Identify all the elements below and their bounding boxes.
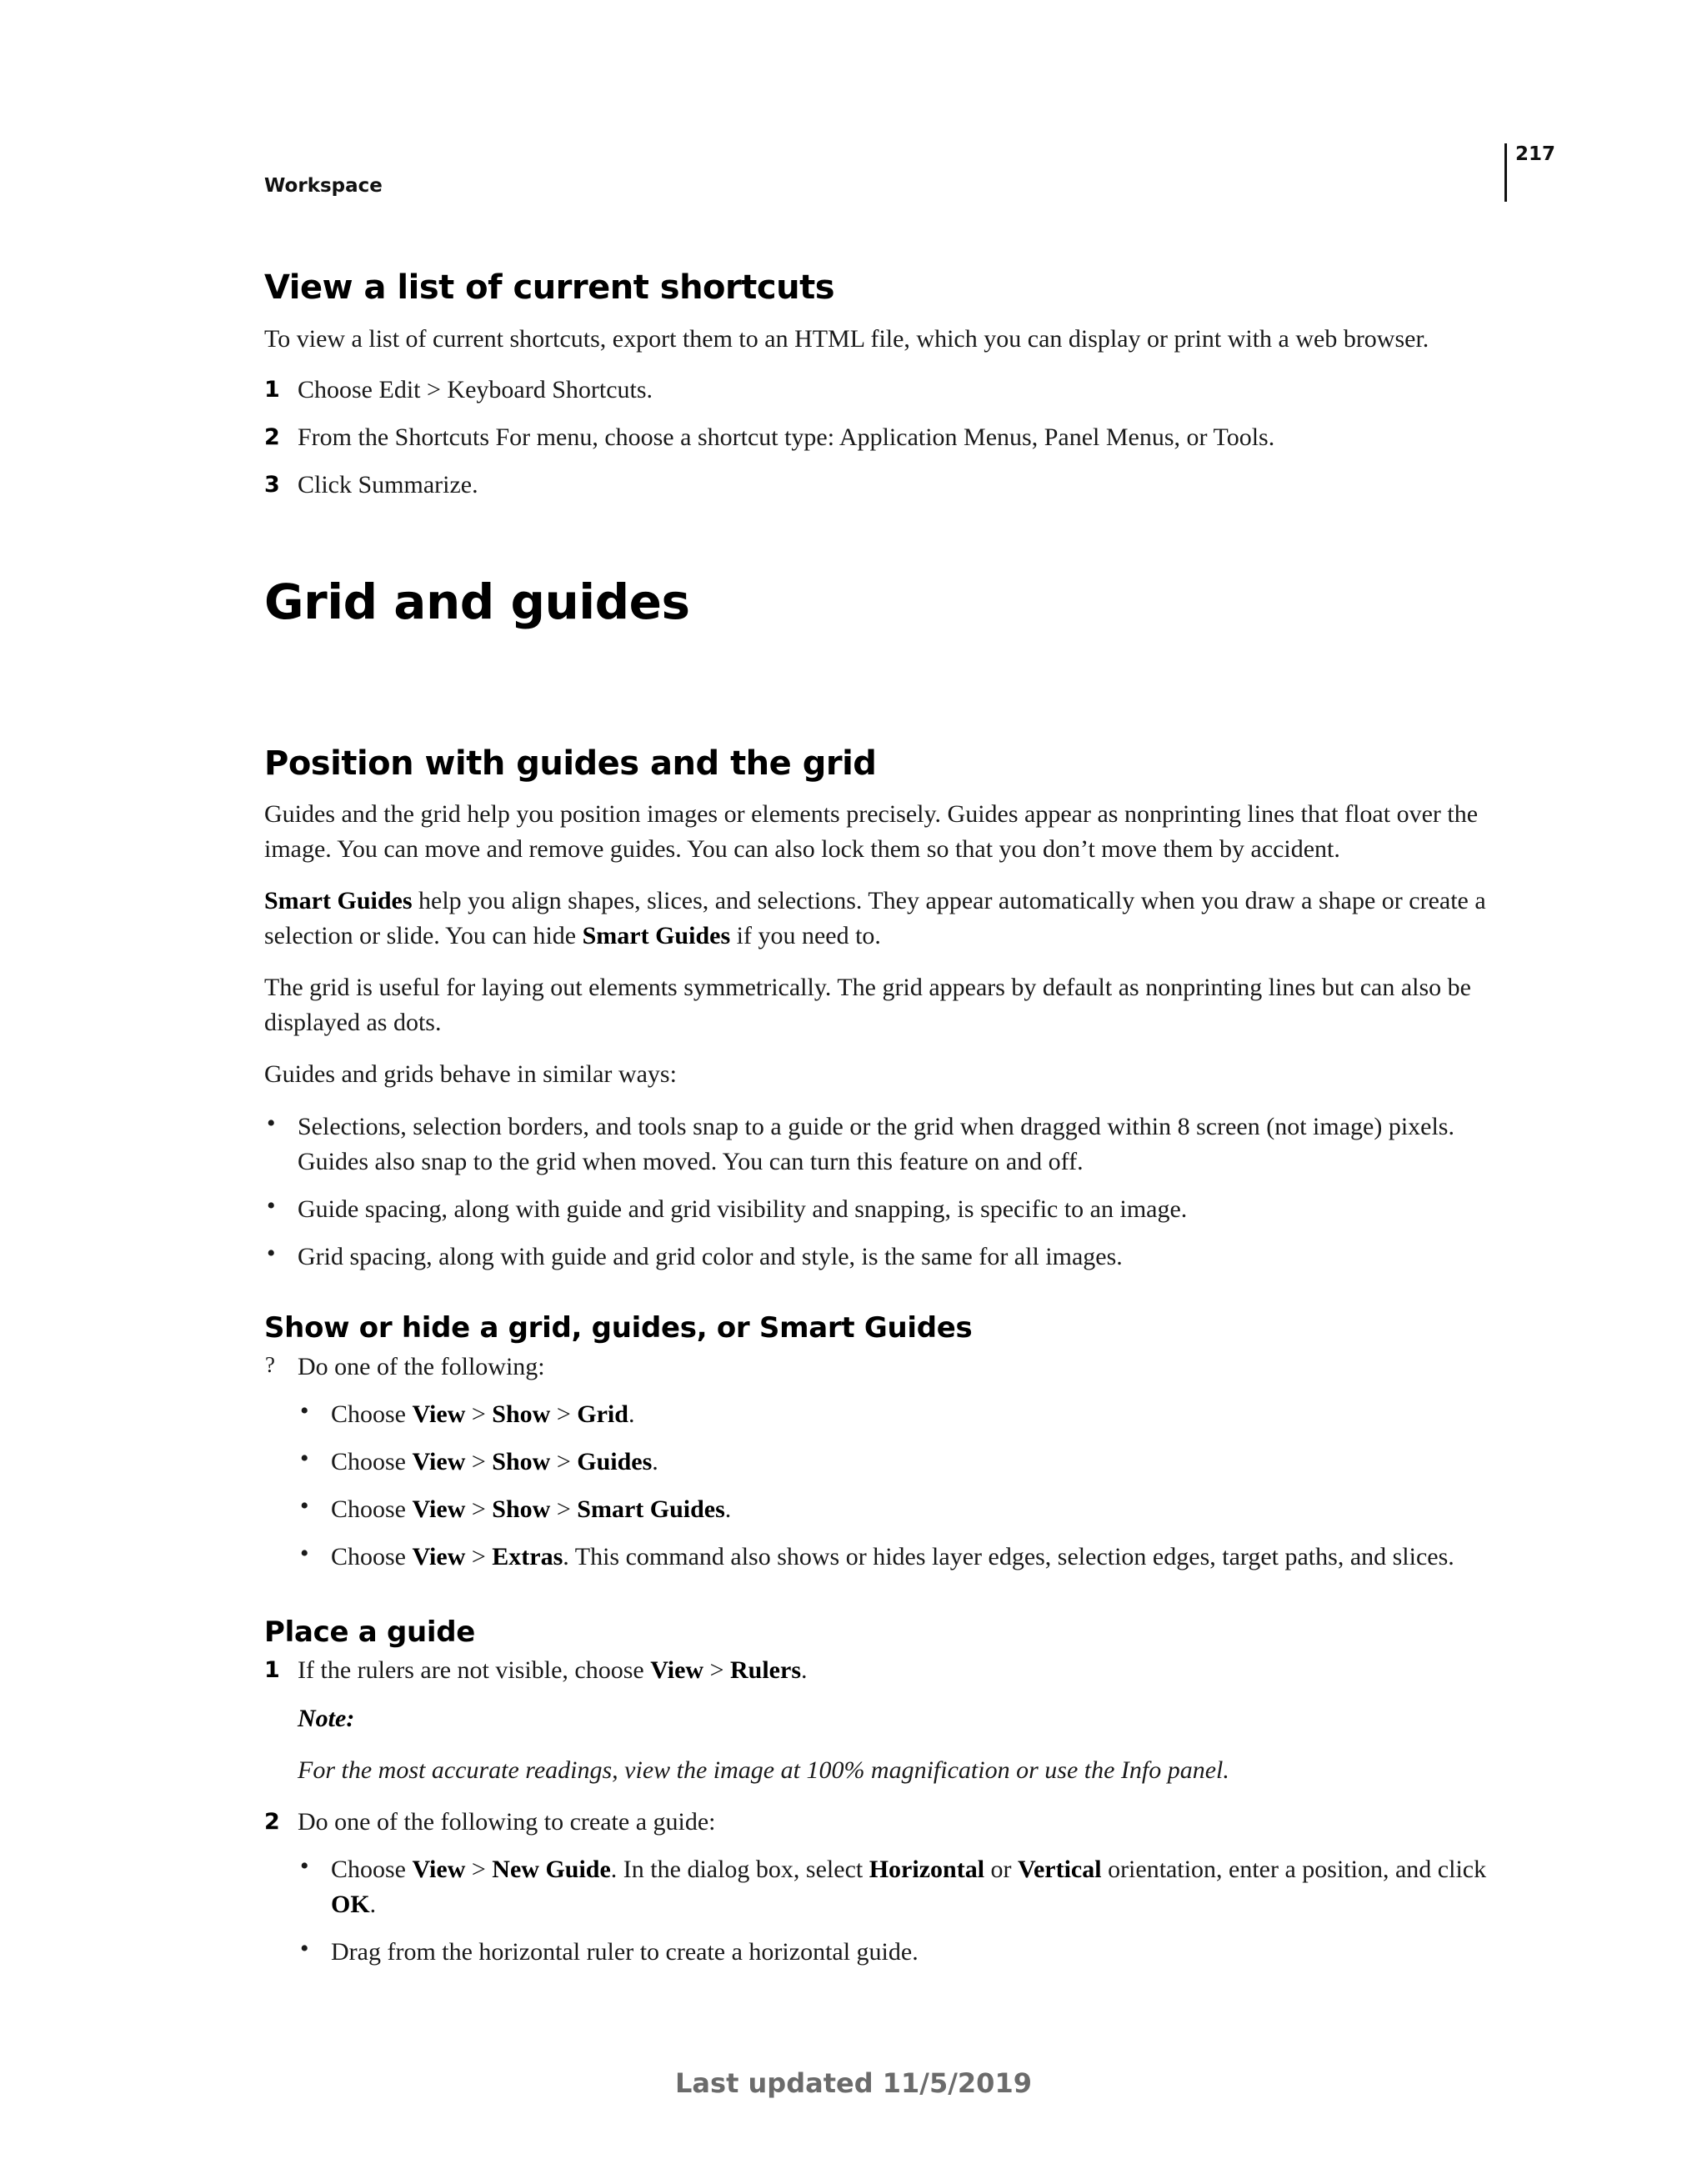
position-paragraph-3: The grid is useful for laying out elements symmetrically. The grid appears by default as nonprinting lines but can also be displayed as dots. — [264, 974, 1471, 1036]
text-run: > — [471, 1856, 486, 1883]
bullet-icon: • — [267, 1110, 276, 1137]
text-run: . — [724, 1495, 732, 1523]
bold-term: View — [412, 1400, 466, 1428]
running-head: Workspace — [264, 175, 383, 197]
text-run: Choose — [331, 1495, 406, 1523]
section-heading-show-hide: Show or hide a grid, guides, or Smart Guides — [264, 1311, 973, 1345]
bold-term: Grid — [577, 1400, 628, 1428]
bullet-icon: • — [300, 1445, 309, 1472]
text-run: > — [556, 1400, 571, 1428]
bold-term: View — [412, 1448, 466, 1475]
list-item: Guide spacing, along with guide and grid visibility and snapping, is specific to an image. — [298, 1195, 1188, 1223]
bold-term: View — [412, 1495, 466, 1523]
text-run: . — [369, 1891, 377, 1918]
text-run: . In the dialog box, select — [610, 1856, 869, 1883]
text-run: if you need to. — [730, 922, 881, 949]
page-number: 217 — [1515, 143, 1556, 165]
header-rule — [1504, 143, 1507, 202]
list-item — [331, 1445, 1506, 1480]
bullet-icon: • — [267, 1240, 276, 1267]
show-lead: Do one of the following: — [298, 1353, 545, 1380]
bullet-icon: • — [300, 1540, 309, 1567]
bold-term: Vertical — [1018, 1856, 1102, 1883]
step-number: 3 — [264, 472, 280, 498]
step-text: Click Summarize. — [298, 471, 478, 498]
bold-term: View — [412, 1543, 466, 1570]
bold-term: Note: — [298, 1705, 355, 1732]
bold-term: Rulers — [730, 1656, 801, 1684]
text-run: . — [801, 1656, 808, 1684]
position-paragraph-2 — [264, 884, 1498, 954]
bold-term: Extras — [492, 1543, 563, 1570]
bold-term: Show — [492, 1400, 551, 1428]
bold-term: Guides — [577, 1448, 653, 1475]
text-run: > — [556, 1495, 571, 1523]
note-text: For the most accurate readings, view the image at 100% magnification or use the Info panel. — [298, 1756, 1229, 1784]
text-run: Choose — [331, 1856, 413, 1883]
text-run: Choose — [331, 1448, 406, 1475]
shortcuts-intro: To view a list of current shortcuts, export them to an HTML file, which you can display or print with a web browser. — [264, 325, 1429, 353]
text-run: . — [628, 1400, 635, 1428]
chapter-title: Grid and guides — [264, 574, 690, 630]
step-marker: ? — [265, 1352, 275, 1377]
text-run: > — [471, 1495, 486, 1523]
step-text: Choose Edit > Keyboard Shortcuts. — [298, 376, 653, 403]
step-number: 2 — [264, 1809, 280, 1835]
bold-term: View — [650, 1656, 704, 1684]
text-run: help you align shapes, slices, and selections. They appear automatically when you draw a shape or create a selection or slide. You can hide — [264, 887, 1486, 949]
bold-term: Smart Guides — [577, 1495, 725, 1523]
list-item — [331, 1540, 1506, 1575]
bullet-icon: • — [300, 1397, 309, 1425]
position-paragraph-1: Guides and the grid help you position images or elements precisely. Guides appear as nonprinting lines that float over the image. You can move and remove guides. You can also lock them so that you don’t move them by accident. — [264, 800, 1479, 863]
step-number: 2 — [264, 424, 280, 450]
bold-term: View — [412, 1856, 466, 1883]
text-run: > — [471, 1448, 486, 1475]
bold-term: Horizontal — [869, 1856, 985, 1883]
text-run: . This command also shows or hides layer edges, selection edges, target paths, and slices. — [563, 1543, 1454, 1570]
bullet-icon: • — [267, 1192, 276, 1220]
bullet-icon: • — [300, 1852, 309, 1880]
list-item: Drag from the horizontal ruler to create a horizontal guide. — [331, 1938, 919, 1966]
list-item — [331, 1492, 1506, 1527]
bullet-icon: • — [300, 1935, 309, 1962]
step-number: 1 — [264, 1657, 280, 1683]
section-heading-place-guide: Place a guide — [264, 1615, 476, 1649]
text-run: . — [652, 1448, 658, 1475]
bold-term: New Guide — [492, 1856, 611, 1883]
text-run: > — [709, 1656, 724, 1684]
text-run: > — [471, 1543, 486, 1570]
bold-term: Show — [492, 1448, 551, 1475]
list-item — [331, 1397, 1506, 1432]
bold-term: Smart Guides — [264, 887, 413, 914]
step-text — [298, 1653, 1506, 1688]
text-run: or — [984, 1856, 1019, 1883]
text-run: Choose — [331, 1543, 406, 1570]
text-run: > — [556, 1448, 571, 1475]
bullet-icon: • — [300, 1492, 309, 1520]
section-heading-position: Position with guides and the grid — [264, 744, 877, 783]
list-item: Selections, selection borders, and tools snap to a guide or the grid when dragged within 8 screen (not image) pixels. Guides also snap to the grid when moved. You can turn this feature on and off. — [298, 1113, 1454, 1175]
list-item — [331, 1852, 1506, 1922]
bold-term: Smart Guides — [582, 922, 731, 949]
list-item: Grid spacing, along with guide and grid color and style, is the same for all images. — [298, 1243, 1123, 1270]
text-run: If the rulers are not visible, choose — [298, 1656, 651, 1684]
position-paragraph-4: Guides and grids behave in similar ways: — [264, 1060, 677, 1088]
note-label — [298, 1701, 1506, 1736]
step-text: Do one of the following to create a guide: — [298, 1808, 716, 1836]
text-run: Choose — [331, 1400, 406, 1428]
step-text: From the Shortcuts For menu, choose a shortcut type: Application Menus, Panel Menus, or Tools. — [298, 423, 1275, 451]
footer-last-updated: Last updated 11/5/2019 — [675, 2067, 1032, 2099]
text-run: orientation, enter a position, and click — [1101, 1856, 1487, 1883]
section-heading-shortcuts: View a list of current shortcuts — [264, 268, 834, 307]
text-run: > — [471, 1400, 486, 1428]
bold-term: OK — [331, 1891, 370, 1918]
bold-term: Show — [492, 1495, 551, 1523]
step-number: 1 — [264, 377, 280, 403]
